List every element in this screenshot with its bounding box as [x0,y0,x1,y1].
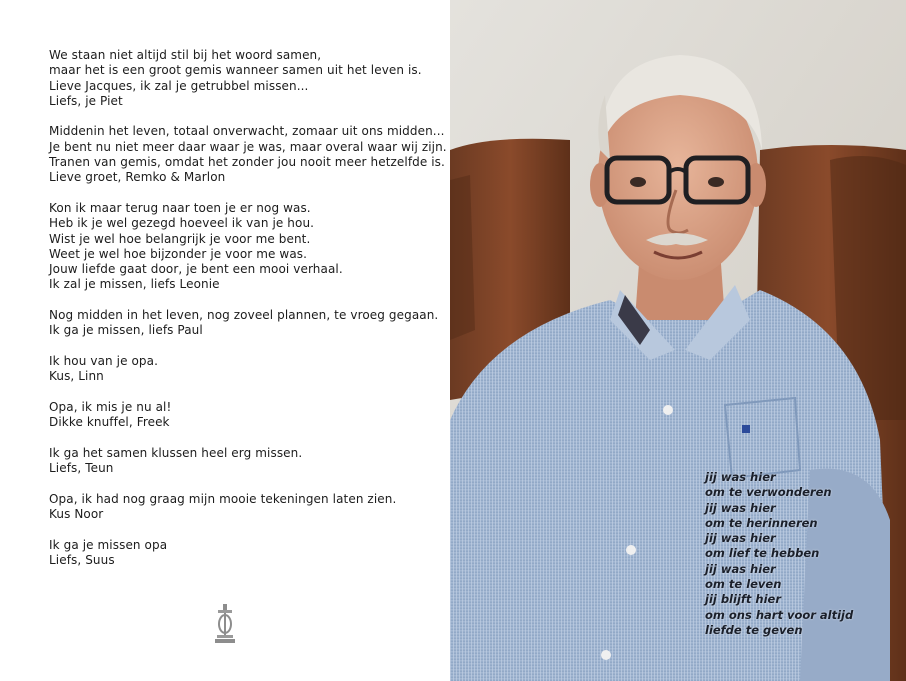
poem-line: om te leven [705,577,782,592]
message-line: maar het is een groot gemis wanneer samen uit het leven is. [49,63,422,78]
poem-line: jij was hier [705,500,776,515]
message-line: Ik ga je missen opa [49,537,168,552]
condolence-messages [49,48,447,583]
message-line: Ik ga je missen, liefs Paul [49,323,203,338]
poem-line: om te herinneren [705,515,818,530]
poem [705,470,853,638]
message-line: Ik ga het samen klussen heel erg missen. [49,445,303,460]
poem-line: jij was hier [705,470,776,484]
message-line: Lieve Jacques, ik zal je getrubbel missen... [49,78,309,93]
message-block [49,308,439,339]
message-line: Kon ik maar terug naar toen je er nog was. [49,200,311,215]
message-line: Opa, ik had nog graag mijn mooie tekeningen laten zien. [49,491,397,506]
message-line: Kus Noor [49,506,104,521]
portrait-photo [450,0,906,681]
message-line: Ik zal je missen, liefs Leonie [49,277,220,292]
left-page [0,0,450,681]
message-line: Liefs, Suus [49,552,115,567]
message-line: Jouw liefde gaat door, je bent een mooi verhaal. [49,262,343,277]
message-block [49,354,439,385]
poem-line: liefde te geven [705,622,803,637]
message-line: We staan niet altijd stil bij het woord samen, [49,48,322,62]
poem-line: jij blijft hier [705,592,781,607]
message-line: Heb ik je wel gezegd hoeveel ik van je hou. [49,216,315,231]
message-block [49,538,439,569]
message-line: Ik hou van je opa. [49,353,159,368]
poem-line: om lief te hebben [705,546,820,561]
message-line: Liefs, Teun [49,461,114,476]
message-line: Weet je wel hoe bijzonder je voor me was. [49,246,308,261]
poem-line: om ons hart voor altijd [705,607,854,622]
message-block [49,48,439,109]
message-line: Wist je wel hoe belangrijk je voor me bent. [49,231,311,246]
message-line: Tranen van gemis, omdat het zonder jou nooit meer hetzelfde is. [49,155,445,170]
message-block [49,400,439,431]
message-line: Lieve groet, Remko & Marlon [49,170,226,185]
message-line: Middenin het leven, totaal onverwacht, zomaar uit ons midden... [49,124,445,139]
poem-line: om te verwonderen [705,485,832,500]
poem-line: jij was hier [705,561,776,576]
message-block [49,492,439,523]
memorial-emblem-icon [214,604,236,644]
message-line: Liefs, je Piet [49,93,123,108]
message-line: Opa, ik mis je nu al! [49,399,172,414]
message-line: Je bent nu niet meer daar waar je was, maar overal waar wij zijn. [49,139,447,154]
message-block [49,201,439,293]
message-block [49,124,447,185]
poem-line: jij was hier [705,531,776,546]
message-line: Dikke knuffel, Freek [49,415,170,430]
message-line: Kus, Linn [49,369,104,384]
message-block [49,446,439,477]
message-line: Nog midden in het leven, nog zoveel plannen, te vroeg gegaan. [49,308,439,323]
